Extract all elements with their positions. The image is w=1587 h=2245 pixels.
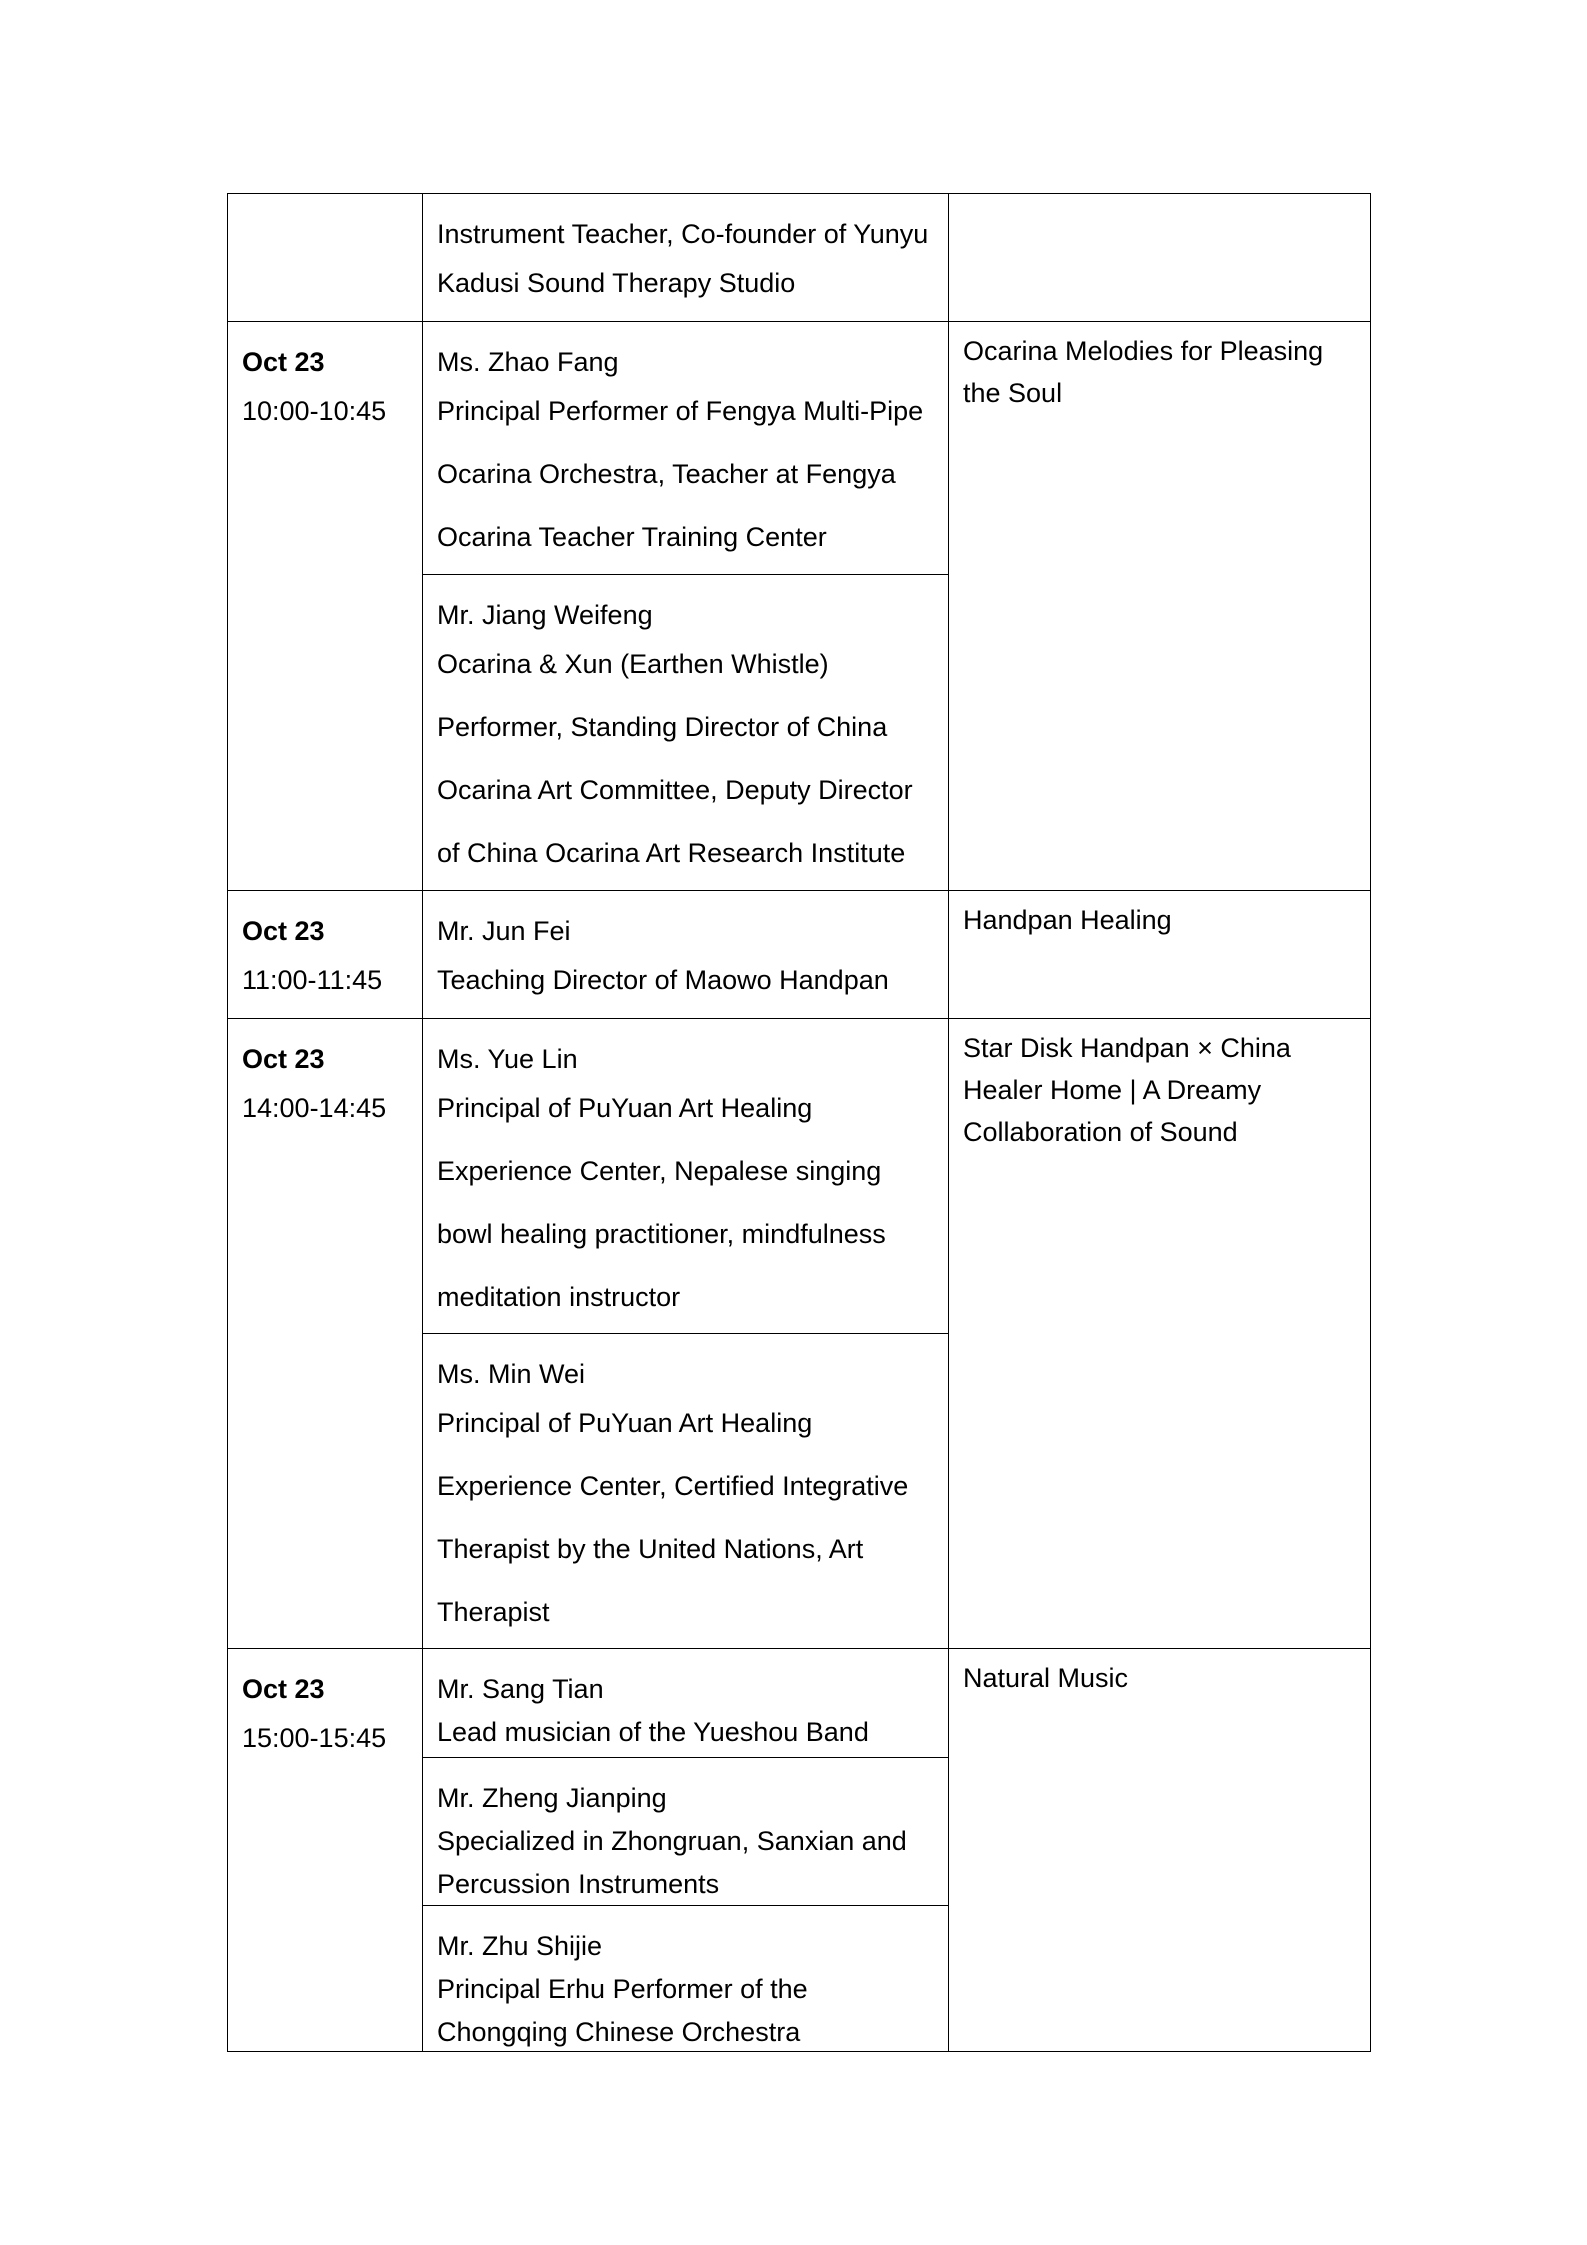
schedule-table [227, 193, 1371, 2052]
schedule-row [228, 891, 1371, 1019]
speaker-name: Mr. Jiang Weifeng [437, 600, 653, 630]
session-time: 14:00-14:45 [242, 1093, 387, 1123]
speaker-line: Experience Center, Nepalese singing [437, 1156, 882, 1186]
session-title-line: the Soul [963, 378, 1063, 408]
title-cell [949, 1649, 1371, 2052]
speaker-line: Lead musician of the Yueshou Band [437, 1717, 869, 1747]
time-cell [228, 891, 423, 1019]
speaker-cell [423, 1906, 949, 2052]
speaker-cell [423, 1758, 949, 1906]
session-title-line: Handpan Healing [963, 905, 1172, 935]
session-time: 15:00-15:45 [242, 1723, 387, 1753]
title-cell [949, 322, 1371, 891]
session-date: Oct 23 [242, 916, 325, 946]
speaker-name: Mr. Sang Tian [437, 1674, 604, 1704]
speaker-line: Ocarina & Xun (Earthen Whistle) [437, 649, 829, 679]
session-date: Oct 23 [242, 1044, 325, 1074]
speaker-name: Ms. Yue Lin [437, 1044, 578, 1074]
speaker-line: Instrument Teacher, Co-founder of Yunyu [437, 219, 929, 249]
speaker-line: Therapist by the United Nations, Art [437, 1534, 864, 1564]
speaker-line: Percussion Instruments [437, 1869, 720, 1899]
schedule-row [228, 1019, 1371, 1334]
session-date: Oct 23 [242, 347, 325, 377]
schedule-row [228, 322, 1371, 575]
session-title-line: Star Disk Handpan × China [963, 1033, 1291, 1063]
speaker-line: Performer, Standing Director of China [437, 712, 888, 742]
session-title-line: Collaboration of Sound [963, 1117, 1238, 1147]
schedule-row [228, 194, 1371, 322]
speaker-cell [423, 1649, 949, 1758]
time-cell [228, 322, 423, 891]
speaker-line: Principal of PuYuan Art Healing [437, 1093, 813, 1123]
speaker-line: Principal Performer of Fengya Multi-Pipe [437, 396, 924, 426]
speaker-line: Kadusi Sound Therapy Studio [437, 268, 796, 298]
speaker-line: Specialized in Zhongruan, Sanxian and [437, 1826, 907, 1856]
time-cell [228, 1649, 423, 2052]
time-cell [228, 1019, 423, 1649]
session-title-line: Ocarina Melodies for Pleasing [963, 336, 1324, 366]
speaker-name: Ms. Zhao Fang [437, 347, 619, 377]
session-date: Oct 23 [242, 1674, 325, 1704]
speaker-name: Mr. Jun Fei [437, 916, 571, 946]
speaker-cell [423, 194, 949, 322]
speaker-name: Mr. Zheng Jianping [437, 1783, 667, 1813]
speaker-line: Chongqing Chinese Orchestra [437, 2017, 801, 2047]
speaker-line: Experience Center, Certified Integrative [437, 1471, 909, 1501]
speaker-line: Teaching Director of Maowo Handpan [437, 965, 889, 995]
title-cell [949, 891, 1371, 1019]
speaker-line: meditation instructor [437, 1282, 681, 1312]
speaker-line: of China Ocarina Art Research Institute [437, 838, 906, 868]
speaker-cell [423, 575, 949, 891]
speaker-line: Principal of PuYuan Art Healing [437, 1408, 813, 1438]
title-cell [949, 1019, 1371, 1649]
speaker-name: Mr. Zhu Shijie [437, 1931, 603, 1961]
session-title-line: Natural Music [963, 1663, 1129, 1693]
schedule-row [228, 1649, 1371, 1758]
speaker-line: Ocarina Orchestra, Teacher at Fengya [437, 459, 896, 489]
speaker-line: Therapist [437, 1597, 550, 1627]
speaker-cell [423, 891, 949, 1019]
speaker-line: Ocarina Art Committee, Deputy Director [437, 775, 913, 805]
speaker-line: Principal Erhu Performer of the [437, 1974, 808, 2004]
speaker-cell [423, 1334, 949, 1649]
session-time: 11:00-11:45 [242, 965, 383, 995]
time-cell [228, 194, 423, 322]
speaker-cell [423, 322, 949, 575]
speaker-cell [423, 1019, 949, 1334]
speaker-line: Ocarina Teacher Training Center [437, 522, 827, 552]
title-cell [949, 194, 1371, 322]
session-time: 10:00-10:45 [242, 396, 387, 426]
speaker-name: Ms. Min Wei [437, 1359, 586, 1389]
speaker-line: bowl healing practitioner, mindfulness [437, 1219, 886, 1249]
session-title-line: Healer Home | A Dreamy [963, 1075, 1262, 1105]
